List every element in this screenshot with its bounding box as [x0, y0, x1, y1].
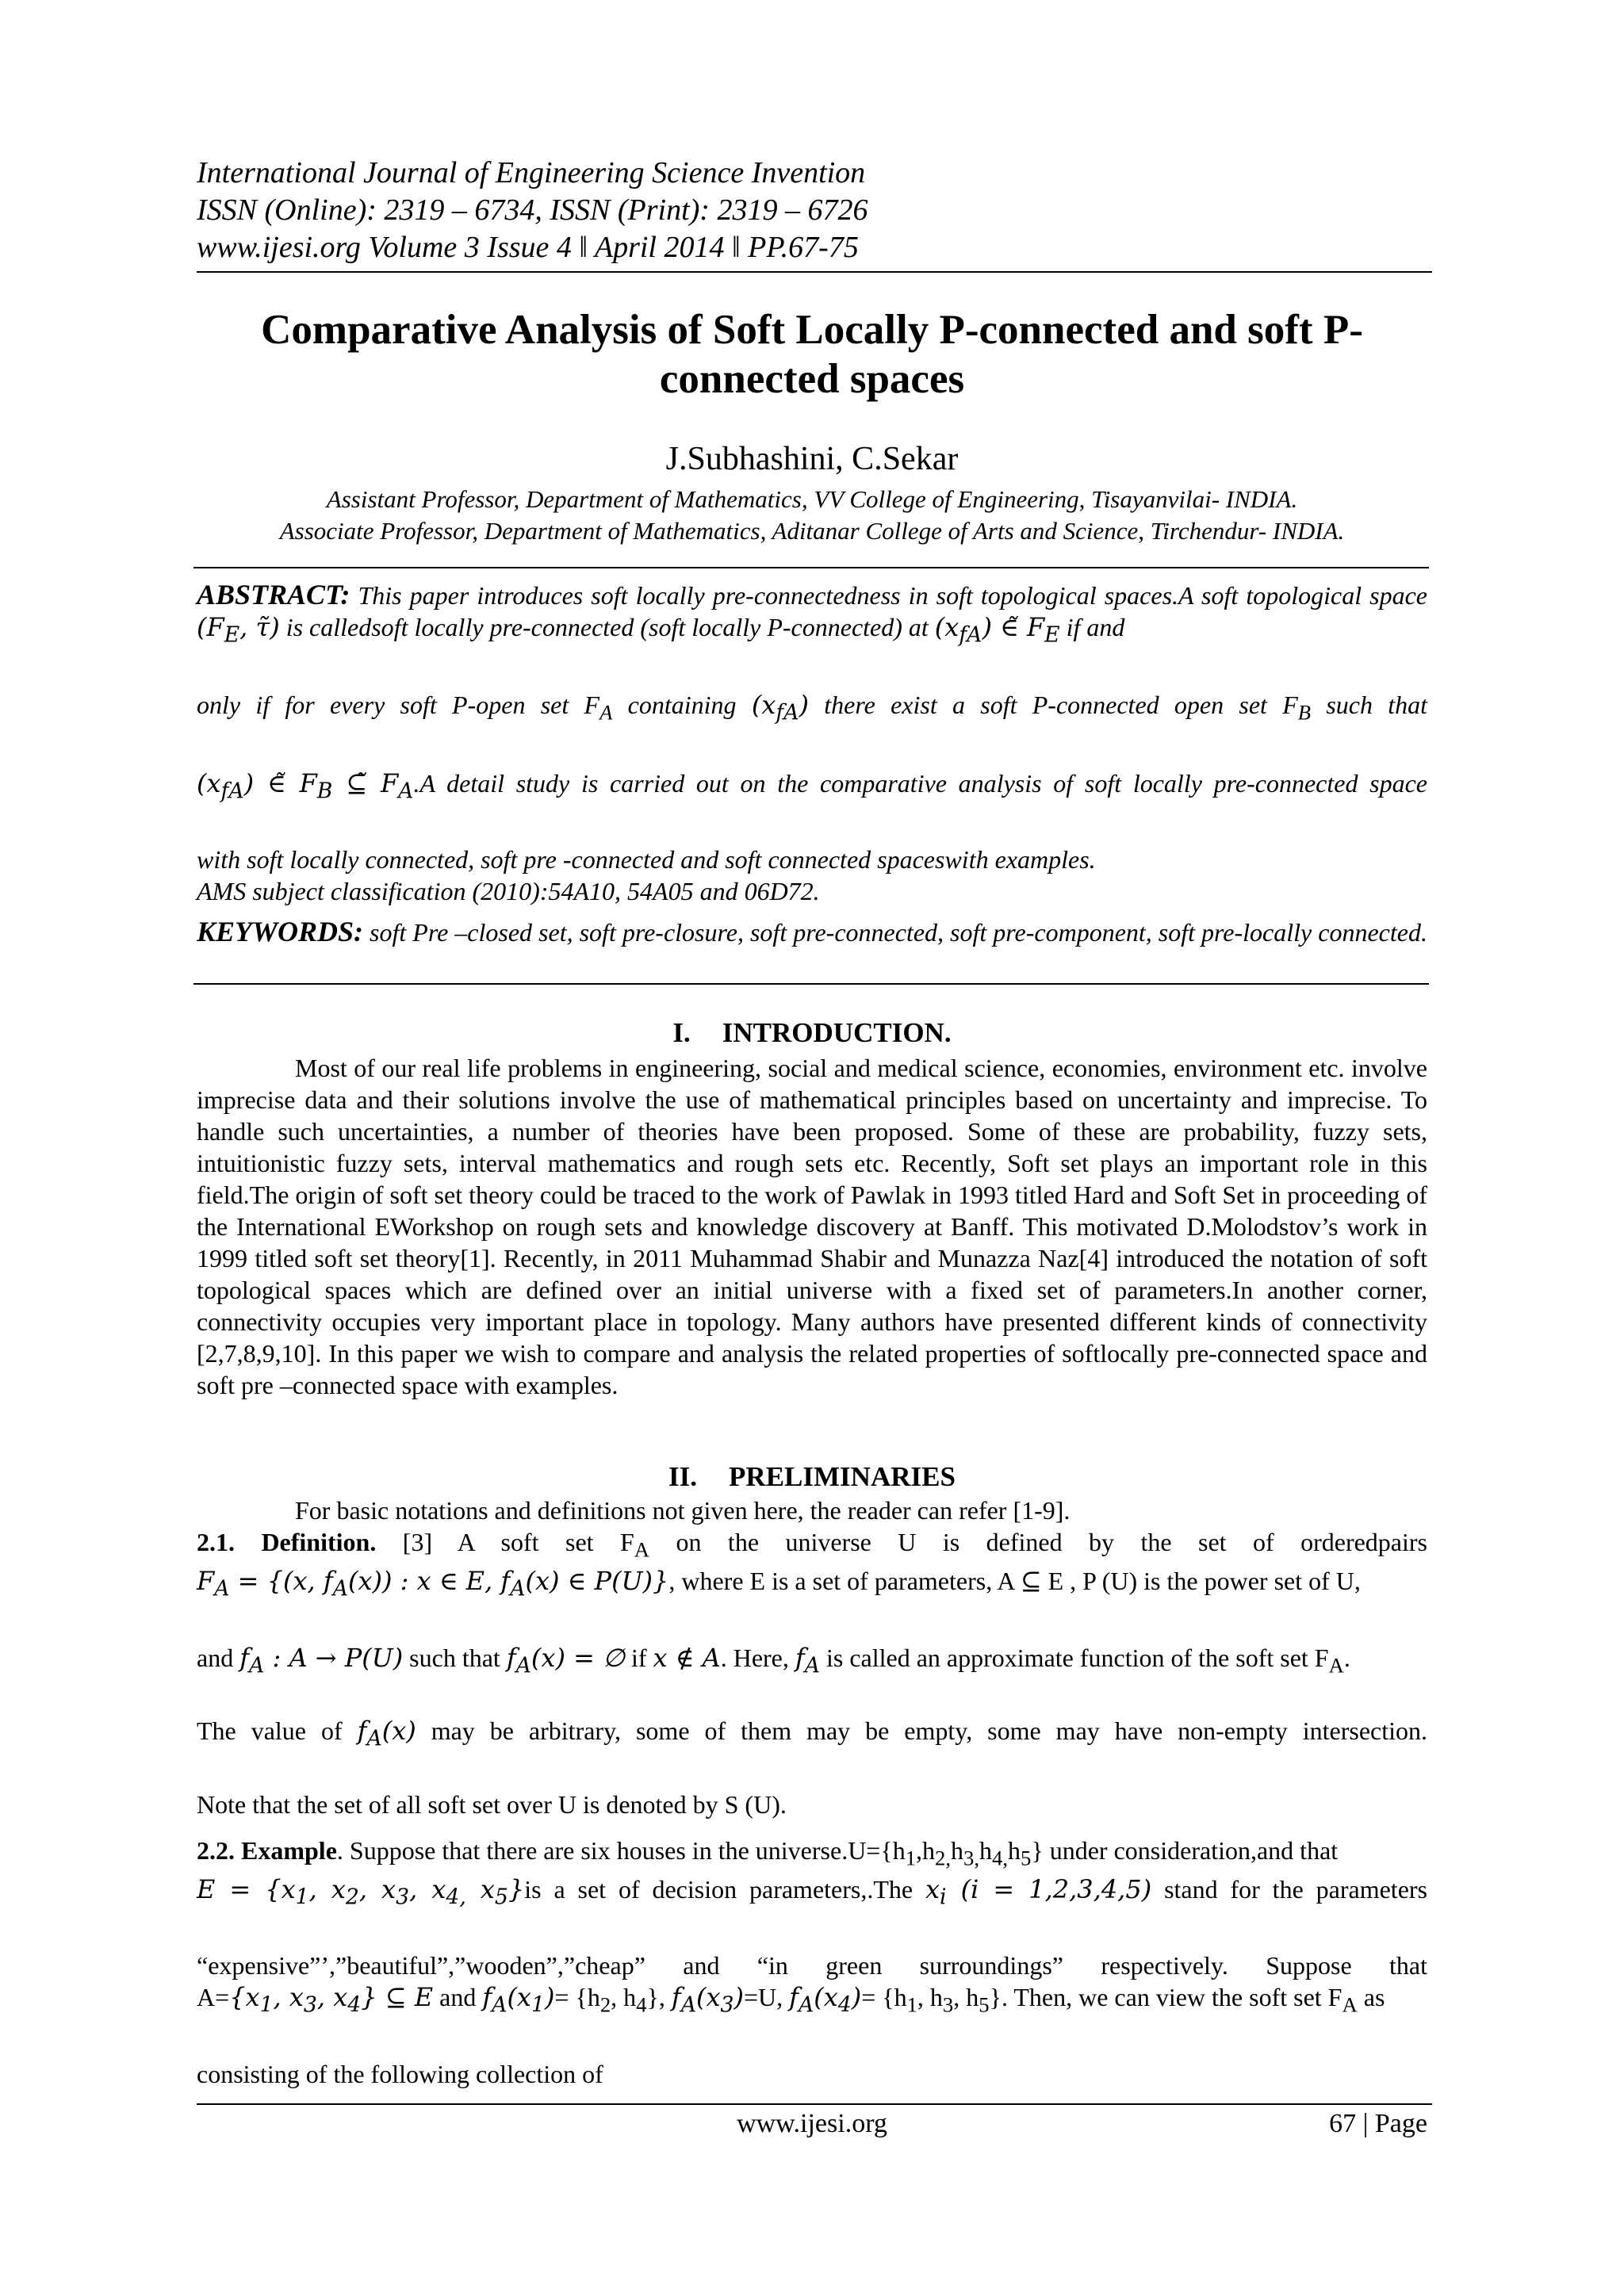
paper-authors: J.Subhashini, C.Sekar: [665, 441, 959, 477]
abstract-line-1: ABSTRACT: This paper introduces soft locally pre-connectedness in soft topological spaces.A soft topological space ($F_E$, τ̃) is calledsoft locally pre-connected (soft locally P-connected) at $(x_{fA})$ ∈̃ $F_E$ if and: [197, 579, 1427, 648]
definition-2-1-line-3: and $f_A$ : A → P(U) such that $f_A(x)$ = ∅ if x ∉ A. Here, $f_A$ is called an approximate function of the soft set $F_A$.: [197, 1642, 1350, 1678]
journal-issn: ISSN (Online): 2319 – 6734, ISSN (Print): 2319 – 6726: [197, 193, 868, 227]
affiliations: [197, 484, 1427, 547]
paper-title: Comparative Analysis of Soft Locally P-connected and soft P-connected spaces: [261, 307, 1363, 402]
example-2-2-line-5: consisting of the following collection of: [197, 2059, 603, 2088]
math-inclusion: $(x_{fA})$ ∈̃ $F_B$ ⊆̃ $F_A$: [197, 767, 414, 804]
footer-divider: [197, 2103, 1432, 2105]
header-divider: [197, 271, 1432, 273]
keywords-label: KEYWORDS:: [197, 916, 364, 947]
definition-2-1-line-4: The value of $f_A(x)$ may be arbitrary, some of them may be empty, some may have non-empty intersection.: [197, 1716, 1428, 1751]
journal-header: [197, 155, 1427, 266]
keywords: [197, 916, 1427, 948]
preliminaries-text: [197, 1494, 1427, 2090]
abstract-line-4: with soft locally connected, soft pre -connected and soft connected spaceswith examples.: [197, 845, 1096, 874]
example-2-2-line-3: “expensive”’,”beautiful”,”wooden”,”cheap” and “in green surroundings” respectively. Suppose that: [197, 1951, 1427, 1980]
math-fa: $f_A$: [795, 1642, 820, 1678]
math-fa-x4: $f_A(x_4)$: [789, 1982, 862, 2018]
definition-2-1-line-5: Note that the set of all soft set over U is denoted by S (U).: [197, 1789, 787, 1819]
definition-2-1-line-1: 2.1. Definition. [3] A soft set $F_A$ on the universe U is defined by the set of orderedpairs: [197, 1528, 1428, 1562]
section-heading-introduction: I. INTRODUCTION.: [672, 1017, 952, 1048]
abstract-top-divider: [193, 567, 1429, 568]
footer-website: www.ijesi.org: [737, 2109, 887, 2138]
math-fa-x3: $f_A(x_3)$: [671, 1982, 744, 2018]
math-fa-x: $f_A(x)$: [357, 1716, 416, 1751]
abstract-line-2: only if for every soft P-open set $F_A$ containing $(x_{fA})$ there exist a soft P-connected open set $F_B$ such that: [197, 690, 1428, 725]
abstract: [197, 579, 1427, 907]
footer-page-number: 67 | Page: [1329, 2109, 1427, 2138]
example-2-2-line-1: 2.2. Example. Suppose that there are six houses in the $universe.U=\{h_1,h_{2,}h_{3,}h_{4,}h_5\}$ under consideration,and that: [197, 1835, 1339, 1869]
introduction-paragraph: Most of our real life problems in engineering, social and medical science, economies, environment etc. involve imprecise data and their solutions involve the use of mathematical principles based on uncertainty and imprecise. To handle such uncertainties, a number of theories have been proposed. Some of these are probability, fuzzy sets, intuitionistic fuzzy sets, interval mathematics and rough sets etc. Recently, Soft set plays an important role in this field.The origin of soft set theory could be traced to the work of Pawlak in 1993 titled Hard and Soft Set in proceeding of the International EWorkshop on rough sets and knowledge discovery at Banff. This motivated D.Molodstov’s work in 1999 titled soft set theory[1]. Recently, in 2011 Muhammad Shabir and Munazza Naz[4] introduced the notation of soft topological spaces which are defined over an initial universe with a fixed set of parameters.In another corner, connectivity occupies very important place in topology. Many authors have presented different kinds of connectivity [2,7,8,9,10]. In this paper we wish to compare and analysis the related properties of softlocally pre-connected space and soft pre –connected space with examples.: [197, 1054, 1427, 1399]
math-soft-set-def: $F_A = \{(x$, $f_A(x)$) : x ∈ E, $f_A(x)$ ∈ P(U)}: [197, 1566, 669, 1601]
math-fa-x1: $f_A(x_1)$: [482, 1982, 555, 2018]
math-set-a: {$x_1$, $x_3$, $x_4$} ⊆ E: [229, 1982, 434, 2018]
preliminaries-intro: For basic notations and definitions not given here, the reader can refer [1-9].: [295, 1496, 1071, 1525]
keywords-bottom-divider: [193, 983, 1429, 985]
section-heading-preliminaries: II. PRELIMINARIES: [668, 1461, 956, 1492]
math-soft-point: $(x_{fA})$ ∈̃ $F_E$: [934, 612, 1060, 648]
math-empty-value: $f_A(x)$ = ∅: [506, 1642, 625, 1678]
affiliation-2: Associate Professor, Department of Mathematics, Aditanar College of Arts and Science, Tirchendur- INDIA.: [279, 517, 1345, 545]
math-soft-point-2: $(x_{fA})$: [751, 690, 809, 725]
example-2-2-line-4: $A=\{x_1$, $x_3$, $x_4$} ⊆ E and $f_A(x_1)= \{h_2$, $h_4$}, $f_A(x_3)=U$, $f_A(x_4)= \{h_1$, $h_3$, $h_5$}. Then, we can view the soft set $F_A$ as: [197, 1982, 1385, 2018]
introduction-text: [197, 1052, 1427, 1401]
abstract-label: ABSTRACT:: [197, 579, 350, 610]
keywords-text: soft Pre –closed set, soft pre-closure, soft pre-connected, soft pre-component, soft pre-locally connected.: [363, 918, 1427, 947]
definition-2-1-line-2: $F_A = \{(x$, $f_A(x)$) : x ∈ E, $f_A(x)$ ∈ P(U)}, where E is a set of parameters, A ⊆ E , P (U) is the power set of U,: [197, 1566, 1361, 1601]
abstract-line-3: $(x_{fA})$ ∈̃ $F_B$ ⊆̃ $F_A.A$ detail study is carried out on the comparative analysis of soft locally pre-connected space: [197, 767, 1428, 804]
affiliation-1: Assistant Professor, Department of Mathematics, VV College of Engineering, Tisayanvilai- INDIA.: [326, 485, 1298, 513]
ams-classification: AMS subject classification (2010):54A10, 54A05 and 06D72.: [197, 877, 820, 906]
math-approx-function: $f_A$ : A → P(U): [239, 1642, 404, 1678]
math-parameter-set: $E = \{x_1$, $x_2$, $x_3$, $x_{4,}$ $x_5$}: [197, 1873, 525, 1910]
example-2-2-line-2: $E = \{x_1$, $x_2$, $x_3$, $x_{4,}$ $x_5\}is$ a set of decision parameters,.The $x_i$ (i = 1,2,3,4,5) stand for the parameters: [197, 1873, 1428, 1910]
journal-volume: www.ijesi.org Volume 3 Issue 4 ǁ April 2014 ǁ PP.67-75: [197, 231, 859, 264]
math-xi: $x_i$ (i = 1,2,3,4,5): [925, 1873, 1152, 1910]
journal-name: International Journal of Engineering Science Invention: [197, 156, 866, 189]
math-not-in-a: x ∉ A: [653, 1642, 721, 1673]
math-soft-space: ($F_E$, τ̃): [197, 612, 280, 648]
